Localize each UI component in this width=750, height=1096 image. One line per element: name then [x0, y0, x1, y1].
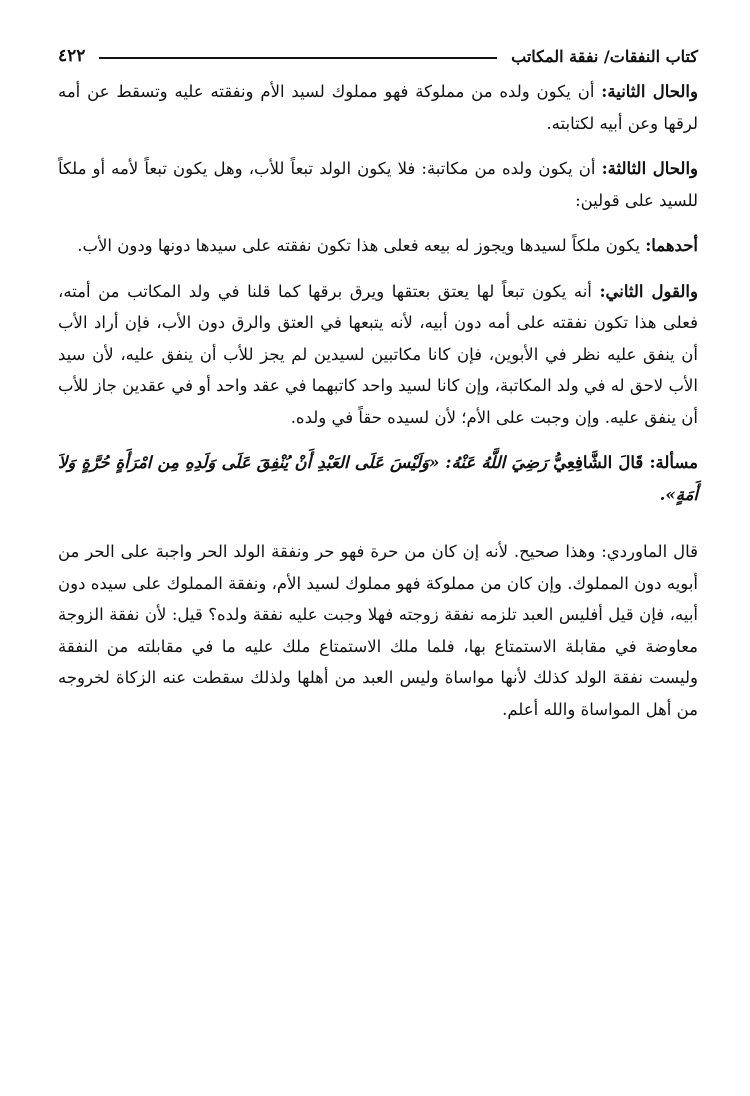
document-page: [58, 40, 698, 725]
quoted-text: رَضِيَ اللَّهُ عَنْهُ: «وَلَيْسَ عَلَى العَبْدِ أَنْ يُنْفِقَ عَلَى وَلَدِهِ مِن امْرَأَةٍ حُرَّةٍ وَلاَ أَمَةٍ».: [58, 453, 698, 504]
paragraph-text: أن يكون ولده من مكاتبة: فلا يكون الولد تبعاً للأب، وهل يكون تبعاً لأمه أو ملكاً للسيد على قولين:: [58, 159, 698, 210]
paragraph-lead: أحدهما:: [645, 236, 698, 255]
page-header: [58, 40, 698, 72]
paragraph-second-opinion: [58, 276, 698, 434]
paragraph-text: قال الماوردي: وهذا صحيح. لأنه إن كان من حرة فهو حر ونفقة الولد الحر واجبة على الحر من أبويه دون المملوك. وإن كان من مملوكة فهو مملوك لسيد الأم، ونفقة المملوك على سيده دون أبيه، فإن قيل أفليس العبد تلزمه نفقة زوجته فهلا وجبت عليه نفقة ولده؟ قيل: لأن نفقة الزوجة معاوضة في مقابلة الاستمتاع بها، فلما ملك الاستمتاع ملك عليه ما في مقابلته من النفقة وليست نفقة الولد كذلك لأنها مواساة وليس العبد من أهلها ولذلك سقطت عنه الزكاة لخروجه من أهل المواساة والله أعلم.: [58, 542, 698, 719]
paragraph-lead: مسألة: قَالَ الشَّافِعِيُّ: [553, 453, 699, 472]
running-title: كتاب النفقات/ نفقة المكاتب: [511, 46, 698, 66]
paragraph-case-three: [58, 153, 698, 216]
paragraph-lead: والقول الثاني:: [599, 281, 698, 301]
paragraph-text: يكون ملكاً لسيدها ويجوز له بيعه فعلى هذا تكون نفقته على سيدها دونها ودون الأب.: [77, 236, 646, 255]
paragraph-first-opinion: [58, 230, 698, 262]
header-rule: [99, 57, 497, 59]
paragraph-masala: [58, 447, 698, 510]
paragraph-text: أن يكون ولده من مملوكة فهو مملوك لسيد الأم ونفقته عليه وتسقط عن أمه لرقها وعن أبيه لكتابته.: [58, 82, 698, 133]
paragraph-mawardi: [58, 536, 698, 725]
paragraph-case-two: [58, 76, 698, 139]
paragraph-lead: والحال الثالثة:: [601, 159, 698, 178]
paragraph-lead: والحال الثانية:: [601, 82, 698, 101]
paragraph-text: أنه يكون تبعاً لها يعتق بعتقها ويرق برقها كما قلنا في ولد المكاتب من أمته، فعلى هذا تكون نفقته على أمه دون أبيه، لأنه يتبعها في العتق والرق دون الأب، فإن أراد الأب أن ينفق عليه نظر في الأبوين، فإن كانا مكاتبين لسيدين لم يجز للأب أن ينفق عليه، لأن سيد الأب لاحق له في ولد المكاتبة، وإن كانا لسيد واحد كاتبهما في عقد واحد أو في عقدين جاز للأب أن ينفق عليه. وإن وجبت على الأم؛ لأن لسيده حقاً في ولده.: [58, 281, 698, 427]
page-number: ٤٢٢: [58, 46, 86, 66]
